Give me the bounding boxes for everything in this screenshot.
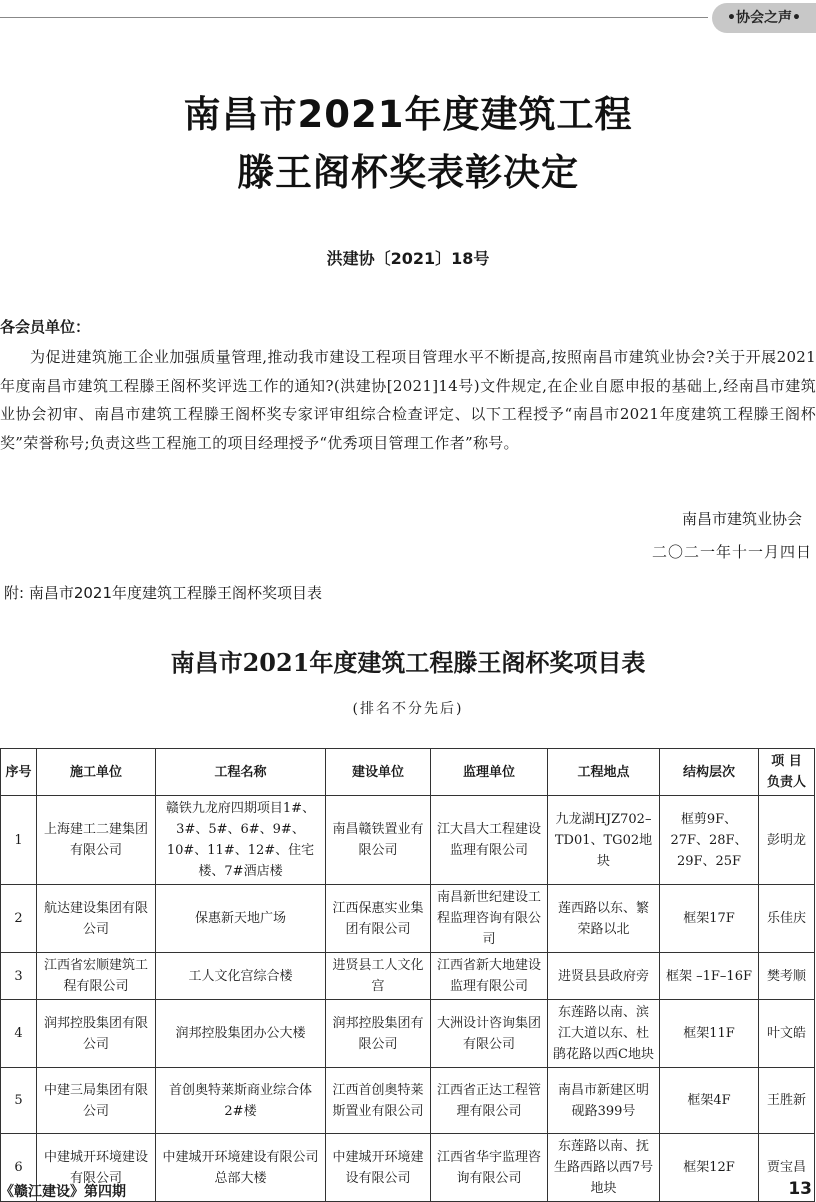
attachment-note: 附: 南昌市2021年度建筑工程滕王阁杯奖项目表: [4, 584, 322, 602]
cell-contractor: 中建城开环境建设有限公司: [37, 1134, 156, 1202]
body-paragraph: 为促进建筑施工企业加强质量管理,推动我市建设工程项目管理水平不断提高,按照南昌市建筑业协会?关于开展2021年度南昌市建筑工程滕王阁杯奖评选工作的通知?(洪建协[2021]14号)文件规定,在企业自愿申报的基础上,经南昌市建筑业协会初审、南昌市建筑工程滕王阁杯奖专家评审组综合检查评定、以下工程授予“南昌市2021年度建筑工程滕王阁杯奖”荣誉称号;负责这些工程施工的项目经理授予“优秀项目管理工作者”称号。: [0, 348, 816, 452]
cell-contractor: 航达建设集团有限公司: [37, 885, 156, 953]
cell-supervisor: 江西省华宇监理咨询有限公司: [431, 1134, 548, 1202]
page-title-line-1: 南昌市2021年度建筑工程: [183, 93, 633, 136]
cell-location: 东莲路以南、抚生路西路以西7号地块: [548, 1134, 660, 1202]
cell-project-name: 工人文化宫综合楼: [156, 953, 326, 1000]
cell-supervisor: 江西省正达工程管理有限公司: [431, 1068, 548, 1134]
page-title-line-2: 滕王阁杯奖表彰决定: [237, 151, 579, 194]
header-manager: 项 目 负责人: [759, 749, 815, 796]
cell-supervisor: 江大昌大工程建设监理有限公司: [431, 796, 548, 885]
header-contractor: 施工单位: [37, 749, 156, 796]
cell-supervisor: 南昌新世纪建设工程监理咨询有限公司: [431, 885, 548, 953]
cell-manager: 樊考顺: [759, 953, 815, 1000]
cell-location: 进贤县县政府旁: [548, 953, 660, 1000]
cell-developer: 进贤县工人文化宫: [326, 953, 431, 1000]
cell-developer: 润邦控股集团有限公司: [326, 1000, 431, 1068]
cell-index: 2: [1, 885, 37, 953]
cell-developer: 江西保惠实业集团有限公司: [326, 885, 431, 953]
cell-contractor: 中建三局集团有限公司: [37, 1068, 156, 1134]
cell-project-name: 中建城开环境建设有限公司总部大楼: [156, 1134, 326, 1202]
cell-index: 5: [1, 1068, 37, 1134]
cell-structure: 框架4F: [660, 1068, 759, 1134]
cell-developer: 南昌赣铁置业有限公司: [326, 796, 431, 885]
header-project-name: 工程名称: [156, 749, 326, 796]
page-number: 13: [788, 1179, 812, 1199]
cell-index: 4: [1, 1000, 37, 1068]
signature-organization: 南昌市建筑业协会: [681, 510, 802, 528]
table-row: [1, 953, 815, 1000]
header-location: 工程地点: [548, 749, 660, 796]
cell-project-name: 保惠新天地广场: [156, 885, 326, 953]
cell-manager: 王胜新: [759, 1068, 815, 1134]
cell-location: 莲西路以东、繁荣路以北: [548, 885, 660, 953]
header-structure: 结构层次: [660, 749, 759, 796]
cell-manager: 彭明龙: [759, 796, 815, 885]
cell-index: 3: [1, 953, 37, 1000]
cell-index: 1: [1, 796, 37, 885]
salutation: 各会员单位：: [0, 318, 91, 336]
cell-contractor: 江西省宏顺建筑工程有限公司: [37, 953, 156, 1000]
cell-structure: 框架17F: [660, 885, 759, 953]
cell-contractor: 润邦控股集团有限公司: [37, 1000, 156, 1068]
table-row: [1, 796, 815, 885]
cell-supervisor: 大洲设计咨询集团有限公司: [431, 1000, 548, 1068]
cell-developer: 江西首创奥特莱斯置业有限公司: [326, 1068, 431, 1134]
signature-date: 二〇二一年十一月四日: [651, 543, 812, 561]
cell-location: 东莲路以南、滨江大道以东、杜鹃花路以西C地块: [548, 1000, 660, 1068]
header-index: 序号: [1, 749, 37, 796]
document-number: 洪建协〔2021〕18号: [326, 249, 490, 268]
cell-index: 6: [1, 1134, 37, 1202]
cell-project-name: 首创奥特莱斯商业综合体2#楼: [156, 1068, 326, 1134]
table-row: [1, 1068, 815, 1134]
cell-manager: 叶文皓: [759, 1000, 815, 1068]
table-row: [1, 885, 815, 953]
table-subtitle: (排名不分先后): [352, 701, 464, 717]
table-header-row: [1, 749, 815, 796]
cell-supervisor: 江西省新大地建设监理有限公司: [431, 953, 548, 1000]
cell-location: 南昌市新建区明砚路399号: [548, 1068, 660, 1134]
cell-project-name: 润邦控股集团办公大楼: [156, 1000, 326, 1068]
cell-structure: 框架12F: [660, 1134, 759, 1202]
cell-manager: 贾宝昌: [759, 1134, 815, 1202]
table-title: 南昌市2021年度建筑工程滕王阁杯奖项目表: [170, 648, 646, 677]
cell-location: 九龙湖HJZ702–TD01、TG02地块: [548, 796, 660, 885]
cell-structure: 框架 –1F–16F: [660, 953, 759, 1000]
header-rule: [0, 17, 708, 18]
cell-manager: 乐佳庆: [759, 885, 815, 953]
awards-table: [0, 748, 815, 1202]
cell-structure: 框剪9F、27F、28F、29F、25F: [660, 796, 759, 885]
table-row: [1, 1000, 815, 1068]
cell-structure: 框架11F: [660, 1000, 759, 1068]
section-badge: •协会之声•: [712, 3, 816, 33]
cell-project-name: 赣铁九龙府四期项目1#、3#、5#、6#、9#、10#、11#、12#、住宅楼、7#酒店楼: [156, 796, 326, 885]
header-supervisor: 监理单位: [431, 749, 548, 796]
cell-developer: 中建城开环境建设有限公司: [326, 1134, 431, 1202]
cell-contractor: 上海建工二建集团有限公司: [37, 796, 156, 885]
journal-name: 《赣江建设》第四期: [0, 1184, 126, 1200]
header-developer: 建设单位: [326, 749, 431, 796]
